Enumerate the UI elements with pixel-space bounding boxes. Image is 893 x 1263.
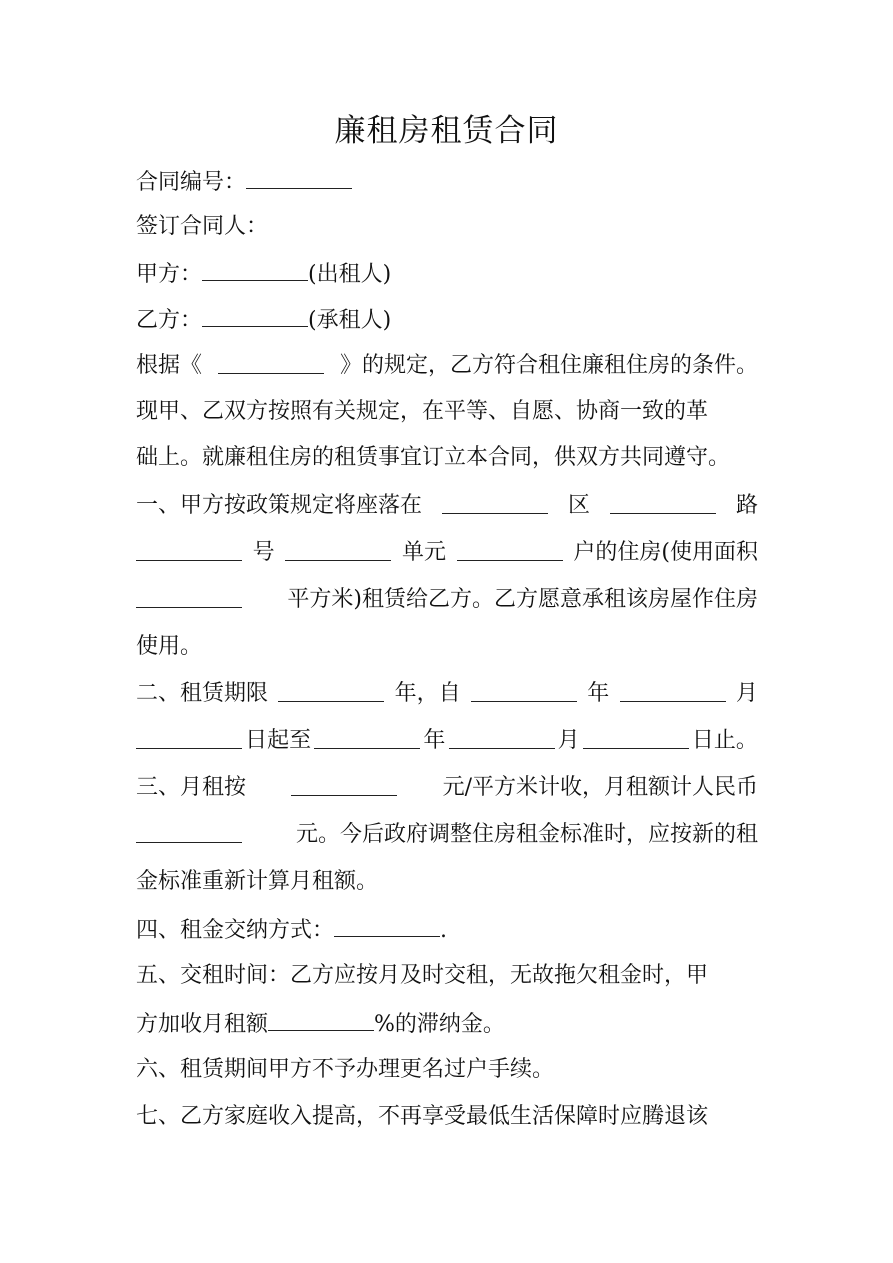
clause-2-line-2 bbox=[136, 726, 758, 756]
end-year-blank[interactable] bbox=[314, 726, 420, 749]
party-a-role: (出租人) bbox=[308, 262, 392, 287]
preamble-line-3: 础上。就廉租住房的租赁事宜订立本合同，供双方共同遵守。 bbox=[136, 445, 731, 470]
regulation-blank[interactable] bbox=[218, 351, 324, 374]
clause-5-text-b: 方加收月租额 bbox=[136, 1012, 269, 1037]
party-b-label: 乙方： bbox=[136, 308, 203, 333]
clause-5-line-2 bbox=[136, 1008, 758, 1040]
preamble-line-2: 现甲、乙双方按照有关规定，在平等、自愿、协商一致的革 bbox=[136, 399, 709, 424]
clause-2-text-b: 年，自 bbox=[394, 681, 461, 706]
preamble-text-1a: 根据《 bbox=[136, 353, 203, 378]
clause-6-line: 六、租赁期间甲方不予办理更名过户手续。 bbox=[136, 1057, 555, 1082]
clause-2-text-d: 月 bbox=[735, 681, 758, 706]
clause-4-text-a: 四、租金交纳方式： bbox=[136, 918, 335, 943]
clause-1-text-e: 单元 bbox=[402, 540, 447, 565]
clause-3-line-1 bbox=[136, 773, 758, 803]
clause-2-line-1 bbox=[136, 679, 758, 709]
lease-years-blank[interactable] bbox=[278, 679, 384, 702]
late-fee-percent-blank[interactable] bbox=[268, 1008, 374, 1031]
household-blank[interactable] bbox=[457, 538, 563, 561]
end-day-blank[interactable] bbox=[583, 726, 689, 749]
party-b-line bbox=[136, 304, 758, 336]
clause-4-text-b: . bbox=[440, 918, 448, 943]
clause-3-line-2 bbox=[136, 820, 758, 850]
clause-2-text-g: 月 bbox=[557, 728, 580, 753]
clause-5-line-1: 五、交租时间：乙方应按月及时交租，无故拖欠租金时，甲 bbox=[136, 963, 709, 988]
area-blank[interactable] bbox=[136, 585, 242, 608]
signatories-label: 签订合同人： bbox=[136, 214, 269, 239]
clause-2-text-h: 日止。 bbox=[691, 728, 758, 753]
party-b-role: (承租人) bbox=[308, 308, 392, 333]
unit-blank[interactable] bbox=[285, 538, 391, 561]
document-title: 廉租房租赁合同 bbox=[334, 113, 559, 149]
clause-3-text-b: 元/平方米计收，月租额计人民币 bbox=[442, 775, 758, 800]
start-month-blank[interactable] bbox=[620, 679, 726, 702]
signatories-line bbox=[136, 212, 758, 242]
clause-1-text-f: 户的住房(使用面积 bbox=[573, 540, 758, 565]
clause-2-text-e: 日起至 bbox=[245, 728, 312, 753]
clause-3-text-c: 元。今后政府调整住房租金标准时，应按新的租 bbox=[295, 822, 758, 847]
clause-4-line bbox=[136, 914, 758, 946]
clause-1-text-b: 区 bbox=[567, 493, 590, 518]
clause-1-text-a: 一、甲方按政策规定将座落在 bbox=[136, 493, 423, 518]
number-blank[interactable] bbox=[136, 538, 242, 561]
preamble-line-1 bbox=[136, 351, 758, 381]
clause-3-line-3: 金标准重新计算月租额。 bbox=[136, 869, 379, 894]
rate-per-sqm-blank[interactable] bbox=[291, 773, 397, 796]
clause-7-line: 七、乙方家庭收入提高，不再享受最低生活保障时应腾退该 bbox=[136, 1104, 709, 1129]
clause-2-text-f: 年 bbox=[423, 728, 446, 753]
clause-1-text-d: 号 bbox=[252, 540, 275, 565]
party-b-blank[interactable] bbox=[202, 304, 308, 327]
contract-number-line bbox=[136, 166, 758, 198]
district-blank[interactable] bbox=[442, 491, 548, 514]
clause-1-line-2 bbox=[136, 538, 758, 568]
preamble-text-1b: 》的规定，乙方符合租住廉租住房的条件。 bbox=[339, 353, 758, 378]
contract-number-label: 合同编号： bbox=[136, 170, 247, 195]
clause-3-text-a: 三、月租按 bbox=[136, 775, 247, 800]
clause-1-text-g: 平方米)租赁给乙方。乙方愿意承租该房屋作住房 bbox=[287, 587, 758, 612]
clause-1-line-4: 使用。 bbox=[136, 634, 203, 659]
road-blank[interactable] bbox=[610, 491, 716, 514]
party-a-label: 甲方： bbox=[136, 262, 203, 287]
clause-2-text-c: 年 bbox=[587, 681, 610, 706]
end-month-blank[interactable] bbox=[449, 726, 555, 749]
monthly-rent-blank[interactable] bbox=[136, 820, 242, 843]
clause-1-line-1 bbox=[136, 491, 758, 521]
clause-2-text-a: 二、租赁期限 bbox=[136, 681, 269, 706]
party-a-line bbox=[136, 258, 758, 290]
clause-1-line-3 bbox=[136, 585, 758, 615]
start-year-blank[interactable] bbox=[471, 679, 577, 702]
start-day-blank[interactable] bbox=[136, 726, 242, 749]
contract-number-blank[interactable] bbox=[246, 166, 352, 189]
clause-5-text-c: %的滞纳金。 bbox=[374, 1012, 505, 1037]
payment-method-blank[interactable] bbox=[334, 914, 440, 937]
party-a-blank[interactable] bbox=[202, 258, 308, 281]
clause-1-text-c: 路 bbox=[735, 493, 758, 518]
